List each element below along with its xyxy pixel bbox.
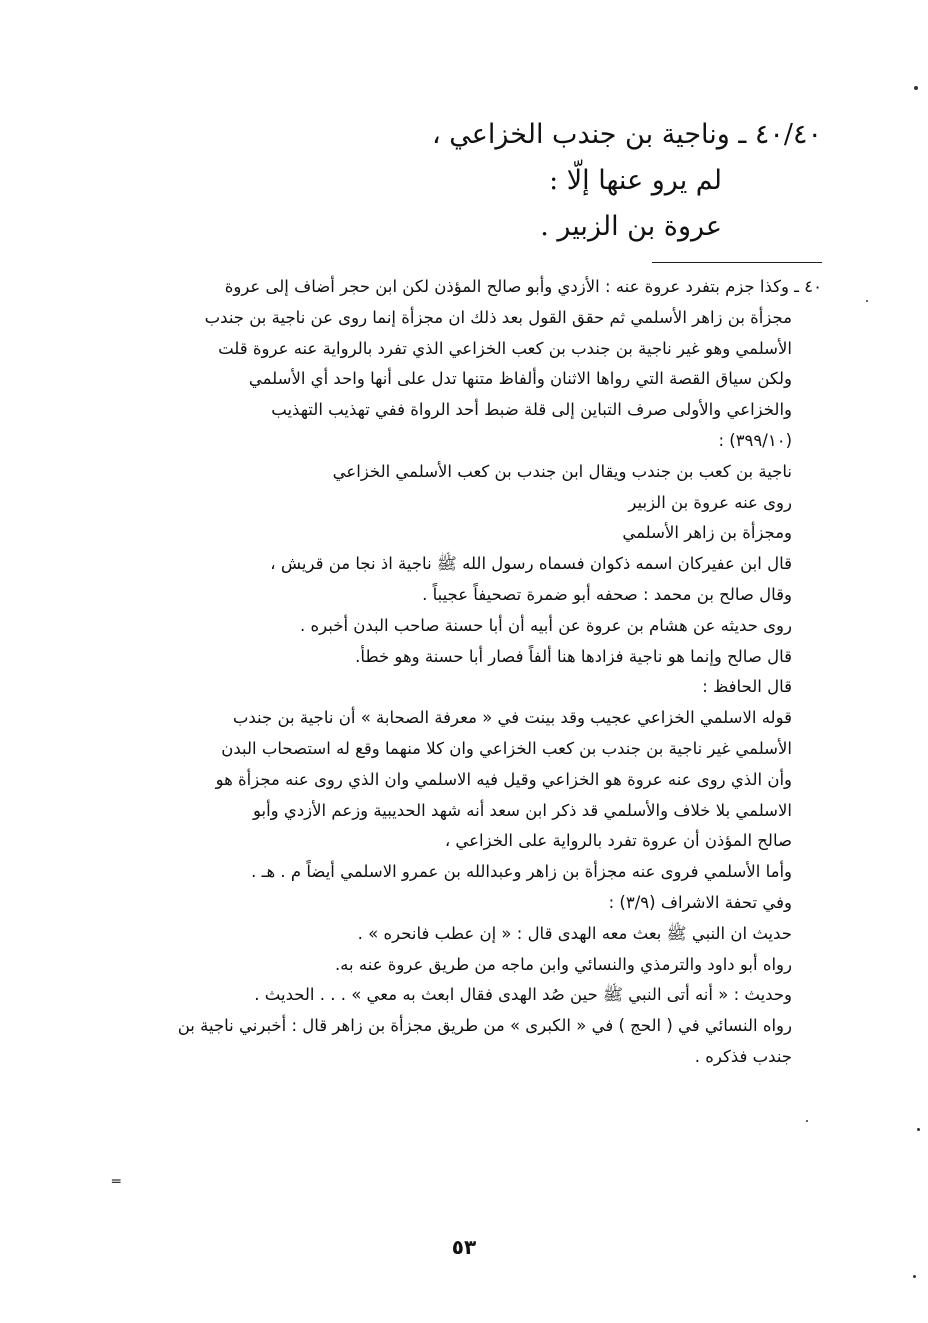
footnote-line: ولكن سياق القصة التي رواها الاثنان وألفاظ متنها تدل على أنها واحد أي الأسلمي [248,369,792,389]
footnote-line: قال صالح وإنما هو ناجية فزادها هنا ألفاً فصار أبا حسنة وهو خطأ. [355,646,792,666]
footnote-line: مجزأة بن زاهر الأسلمي ثم حقق القول بعد ذلك ان مجزأة إنما روى عن ناجية بن جندب [204,307,792,327]
footnote-separator [652,262,822,263]
scan-speck [806,1120,808,1122]
footnote-line: قال الحافظ : [702,677,792,697]
scan-speck [914,86,918,90]
footnote-line: وحديث : « أنه أتى النبي ﷺ حين صُد الهدى فقال ابعث به معي » . . . الحديث . [254,985,792,1005]
footnote-line: صالح المؤذن أن عروة تفرد بالرواية على الخزاعي ، [444,831,792,851]
footnote-line: روى عنه عروة بن الزبير [628,492,792,512]
footnote-line: جندب فذكره . [694,1046,792,1066]
scan-speck [913,1275,916,1278]
footnote-line: ومجزأة بن زاهر الأسلمي [622,523,792,543]
footnote-line: رواه النسائي في ( الحج ) في « الكبرى » من طريق مجزأة بن زاهر قال : أخبرني ناجية بن [177,1016,792,1036]
footnote-line: وأن الذي روى عنه عروة هو الخزاعي وقيل فيه الاسلمي وان الذي روى عنه مجزأة هو [215,769,792,789]
page-number: ٥٣ [451,1235,477,1259]
entry-heading [302,112,822,250]
footnote-line: (٣٩٩/١٠) : [718,430,792,450]
footnote-line: الاسلمي بلا خلاف والأسلمي قد ذكر ابن سعد أنه شهد الحديبية وزعم الأزدي وأبو [252,800,792,820]
scan-mark: ═ [112,1174,121,1190]
footnote-line: وقال صالح بن محمد : صحفه أبو ضمرة تصحيفاً عجيباً . [422,584,792,604]
heading-line-1: ٤٠/٤٠ ـ وناجية بن جندب الخزاعي ، [432,119,822,150]
footnote-line: روى حديثه عن هشام بن عروة عن أبيه أن أبا حسنة صاحب البدن أخبره . [300,615,792,635]
footnote-line: قال ابن عفيركان اسمه ذكوان فسماه رسول الله ﷺ ناجية اذ نجا من قريش ، [270,554,792,574]
heading-line-3: عروة بن الزبير . [540,211,722,242]
footnote-line: وأما الأسلمي فروى عنه مجزأة بن زاهر وعبدالله بن عمرو الاسلمي أيضاً م . هـ . [251,862,792,882]
footnote-line: الأسلمي غير ناجية بن جندب بن كعب الخزاعي وان كلا منهما وقع له استصحاب البدن [221,738,792,758]
footnote-line: الأسلمي وهو غير ناجية بن جندب بن كعب الخزاعي الذي تفرد بالرواية عنه عروة قلت [218,338,792,358]
footnote-block [130,272,822,1073]
footnote-line: ٤٠ ـ وكذا جزم بتفرد عروة عنه : الأزدي وأبو صالح المؤذن لكن ابن حجر أضاف إلى عروة [224,277,822,296]
footnote-line: رواه أبو داود والترمذي والنسائي وابن ماجه من طريق عروة عنه به. [334,954,792,974]
scan-speck [917,1128,920,1131]
scan-speck [866,300,868,302]
footnote-line: وفي تحفة الاشراف (٣/٩) : [608,892,792,912]
footnote-line: قوله الاسلمي الخزاعي عجيب وقد بينت في « معرفة الصحابة » أن ناجية بن جندب [232,708,792,728]
footnote-line: والخزاعي والأولى صرف التباين إلى قلة ضبط أحد الرواة ففي تهذيب التهذيب [271,400,792,420]
footnote-line: حديث ان النبي ﷺ بعث معه الهدى قال : « إن عطب فانحره » . [357,923,792,943]
heading-line-2: لم يرو عنها إلّا : [549,165,722,196]
footnote-line: ناجية بن كعب بن جندب ويقال ابن جندب بن كعب الأسلمي الخزاعي [332,461,792,481]
